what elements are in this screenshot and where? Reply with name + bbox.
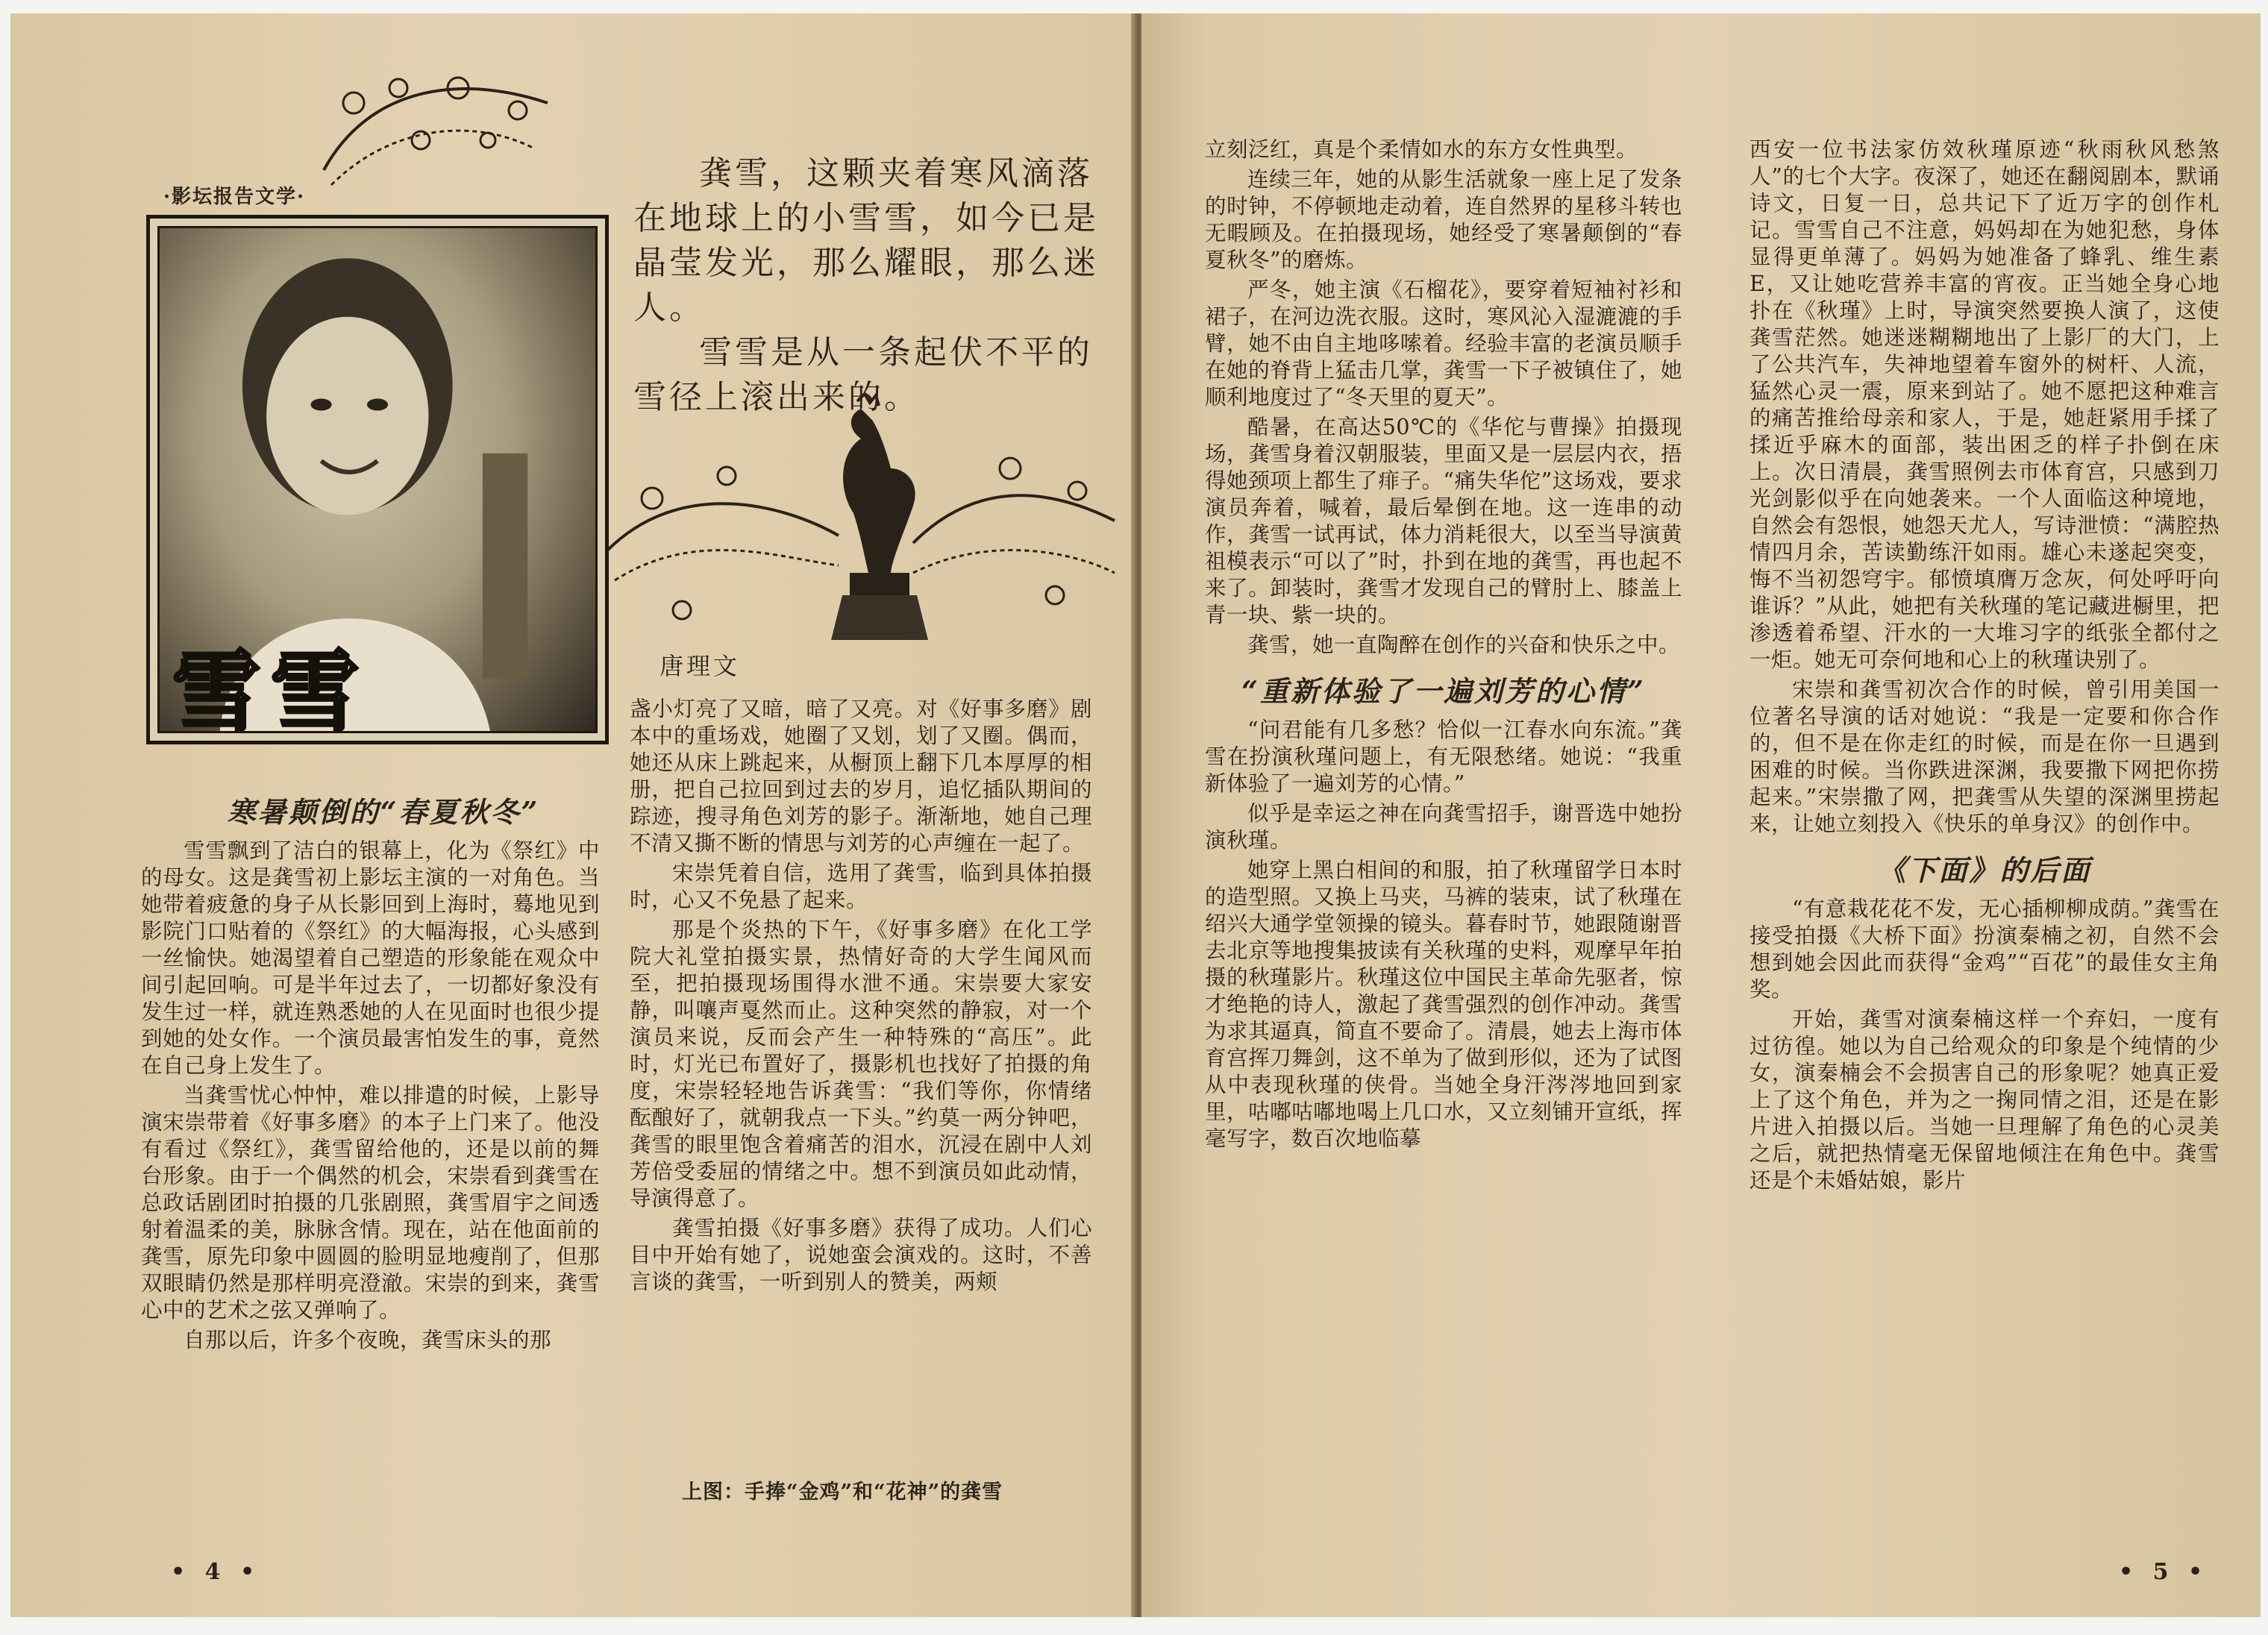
floral-ornament-icon [309,58,563,207]
paragraph: 酷暑，在高达50℃的《华佗与曹操》拍摄现场，龚雪身着汉朝服装，里面又是一层层内衣，捂得她颈项上都生了痱子。“痛失华佗”这场戏，要求演员奔着，喊着，最后晕倒在地。这一连串的动作，龚雪一试再试，体力消耗很大，以至当导演黄祖模表示“可以了”时，扑到在地的龚雪，再也起不来了。卸装时，龚雪才发现自己的臂肘上、膝盖上青一块、紫一块的。 [1205,415,1682,627]
intro-paragraph: 龚雪，这颗夹着寒风滴落在地球上的小雪雪，如今已是晶莹发光，那么耀眼，那么迷人。 [633,154,1099,327]
paragraph: 连续三年，她的从影生活就象一座上足了发条的时钟，不停顿地走动着，连自然界的星移斗转也无暇顾及。在拍摄现场，她经受了寒暑颠倒的“春夏秋冬”的磨炼。 [1205,167,1682,272]
photo-caption: 上图：手捧“金鸡”和“花神”的龚雪 [682,1481,1003,1504]
section-heading: 《下面》的后面 [1877,853,2092,887]
paragraph: 当龚雪忧心忡忡，难以排遣的时候，上影导演宋崇带着《好事多磨》的本子上门来了。他没有看过《祭红》，龚雪留给他的，还是以前的舞台形象。由于一个偶然的机会，宋崇看到龚雪在总政话剧团时拍摄的几张剧照，龚雪眉宇之间透射着温柔的美，脉脉含情。现在，站在他面前的龚雪，原先印象中圆圆的脸明显地瘦削了，但那双眼睛仍然是那样明亮澄澈。宋崇的到来，龚雪心中的艺术之弦又弹响了。 [141,1083,600,1322]
text-column-2 [630,696,1092,1299]
section-heading: “重新体验了一遍刘芳的心情” [1241,674,1646,708]
paragraph: 宋崇和龚雪初次合作的时候，曾引用美国一位著名导演的话对她说：“我是一定要和你合作的，但不是在你走红的时候，而是在你一旦遇到困难的时候。当你跌进深渊，我要撒下网把你捞起来。”宋崇撒了网，把龚雪从失望的深渊里捞起来，让她立刻投入《快乐的单身汉》的创作中。 [1749,677,2220,836]
article-title: 雪雪 [172,640,370,744]
paragraph: 立刻泛红，真是个柔情如水的东方女性典型。 [1205,137,1638,162]
paragraph: “问君能有几多愁？恰似一江春水向东流。”龚雪在扮演秋瑾问题上，有无限愁绪。她说：“我重新体验了一遍刘芳的心情。” [1205,718,1682,796]
paragraph: 雪雪飘到了洁白的银幕上，化为《祭红》中的母女。这是龚雪初上影坛主演的一对角色。当她带着疲惫的身子从长影回到上海时，蓦地见到影院门口贴着的《祭红》的大幅海报，心头感到一丝愉快。她渴望着自己塑造的形象能在观众中间引起回响。可是半年过去了，一切都好象没有发生过一样，就连熟悉她的人在见面时也很少提到她的处女作。一个演员最害怕发生的事，竟然在自己身上发生了。 [141,838,600,1078]
paragraph: 龚雪拍摄《好事多磨》获得了成功。人们心目中开始有她了，说她蛮会演戏的。这时，不善言谈的龚雪，一听到别人的赞美，两颊 [630,1216,1092,1294]
paragraph: 开始，龚雪对演秦楠这样一个弃妇，一度有过彷徨。她以为自己给观众的印象是个纯情的少女，演秦楠会不会损害自己的形象呢？她真正爱上了这个角色，并为之一掬同情之泪，还是在影片进入拍摄以后。当她一旦理解了角色的心灵美之后，就把热情毫无保留地倾注在角色中。龚雪还是个未婚姑娘，影片 [1749,1007,2220,1193]
intro-paragraph: 雪雪是从一条起伏不平的雪径上滚出来的。 [633,333,1093,416]
intro-text [633,151,1111,420]
paragraph: “有意栽花花不发，无心插柳柳成荫。”龚雪在接受拍摄《大桥下面》扮演秦楠之初，自然不会想到她会因此而获得“金鸡”“百花”的最佳女主角奖。 [1749,897,2220,1002]
section-heading: 寒暑颠倒的“春夏秋冬” [227,795,540,829]
paragraph: 龚雪，她一直陶醉在创作的兴奋和快乐之中。 [1247,633,1681,657]
paragraph: 西安一位书法家仿效秋瑾原迹“秋雨秋风愁煞人”的七个大字。夜深了，她还在翻阅剧本，默诵诗文，日复一日，总共记下了近万字的创作札记。雪雪自己不注意，妈妈却在为她犯愁，身体显得更单薄了。妈妈为她准备了蜂乳、维生素E，又让她吃营养丰富的宵夜。正当她全身心地扑在《秋瑾》上时，导演突然要换人演了，这使龚雪茫然。她迷迷糊糊地出了上影厂的大门，上了公共汽车，失神地望着车窗外的树杆、人流，猛然心灵一震，原来到站了。她不愿把这种难言的痛苦推给母亲和家人，于是，她赶紧用手揉了揉近乎麻木的面部，装出困乏的样子扑倒在床上。次日清晨，龚雪照例去市体育宫，只感到刀光剑影似乎在向她袭来。一个人面临这种境地，自然会有怨恨，她怨天尤人，写诗泄愤：“满腔热情四月余，苦读勤练汗如雨。雄心未遂起突变，悔不当初怨穹宇。郁愤填膺万念灰，何处呼吁向谁诉？”从此，她把有关秋瑾的笔记藏进橱里，把渗透着希望、汗水的一大堆习字的纸张全都付之一炬。她无可奈何地和心上的秋瑾诀别了。 [1749,137,2220,672]
paragraph: 自那以后，许多个夜晚，龚雪床头的那 [184,1328,552,1352]
paragraph: 似乎是幸运之神在向龚雪招手，谢晋选中她扮演秋瑾。 [1205,801,1682,853]
right-page [1141,13,2261,1617]
page-number: • 4 • [171,1559,261,1585]
paragraph: 那是个炎热的下午，《好事多磨》在化工学院大礼堂拍摄实景，热情好奇的大学生闻风而至，把拍摄现场围得水泄不通。宋崇要大家安静，叫嚷声戛然而止。这种突然的静寂，对一个演员来说，反而会产生一种特殊的“高压”。此时，灯光已布置好了，摄影机也找好了拍摄的角度，宋崇轻轻地告诉龚雪：“我们等你，你情绪酝酿好了，就朝我点一下头。”约莫一两分钟吧，龚雪的眼里饱含着痛苦的泪水，沉浸在剧中人刘芳倍受委屈的情绪之中。想不到演员如此动情，导演得意了。 [630,917,1092,1211]
paragraph: 严冬，她主演《石榴花》，要穿着短袖衬衫和裙子，在河边洗衣服。这时，寒风沁入湿漉漉的手臂，她不由自主地哆嗦着。经验丰富的老演员顺手在她的脊背上猛击几掌，龚雪一下子被镇住了，她顺利地度过了“冬天里的夏天”。 [1205,277,1682,409]
author-name: 唐理文 [660,652,741,680]
golden-rooster-trophy-icon [592,386,1130,662]
text-column-1 [1205,136,1682,1155]
paragraph: 她穿上黑白相间的和服，拍了秋瑾留学日本时的造型照。又换上马夹，马裤的装束，试了秋瑾在绍兴大通学堂领操的镜头。暮春时节，她跟随谢晋去北京等地搜集披读有关秋瑾的史料，观摩早年拍摄的秋瑾影片。秋瑾这位中国民主革命先驱者，惊才绝艳的诗人，激起了龚雪强烈的创作冲动。龚雪为求其逼真，简直不要命了。清晨，她去上海市体育宫挥刀舞剑，这不单为了做到形似，还为了试图从中表现秋瑾的侠骨。当她全身汗涔涔地回到家里，咕嘟咕嘟地喝上几口水，又立刻铺开宣纸，挥毫写字，数百次地临摹 [1205,858,1682,1151]
text-column-1 [141,838,600,1357]
left-page [10,13,1137,1617]
paragraph: 盏小灯亮了又暗，暗了又亮。对《好事多磨》剧本中的重场戏，她圈了又划，划了又圈。偶而，她还从床上跳起来，从橱顶上翻下几本厚厚的相册，把自己拉回到过去的岁月，追忆插队期间的踪迹，搜寻角色刘芳的影子。渐渐地，她自己理不清又撕不断的情思与刘芳的心声缠在一起了。 [630,697,1092,856]
page-number: • 5 • [2119,1559,2209,1585]
paragraph: 宋崇凭着自信，选用了龚雪，临到具体拍摄时，心又不免悬了起来。 [630,861,1092,912]
portrait-photo-frame [146,215,609,744]
text-column-2 [1749,136,2220,1197]
column-label: ·影坛报告文学· [163,186,306,208]
